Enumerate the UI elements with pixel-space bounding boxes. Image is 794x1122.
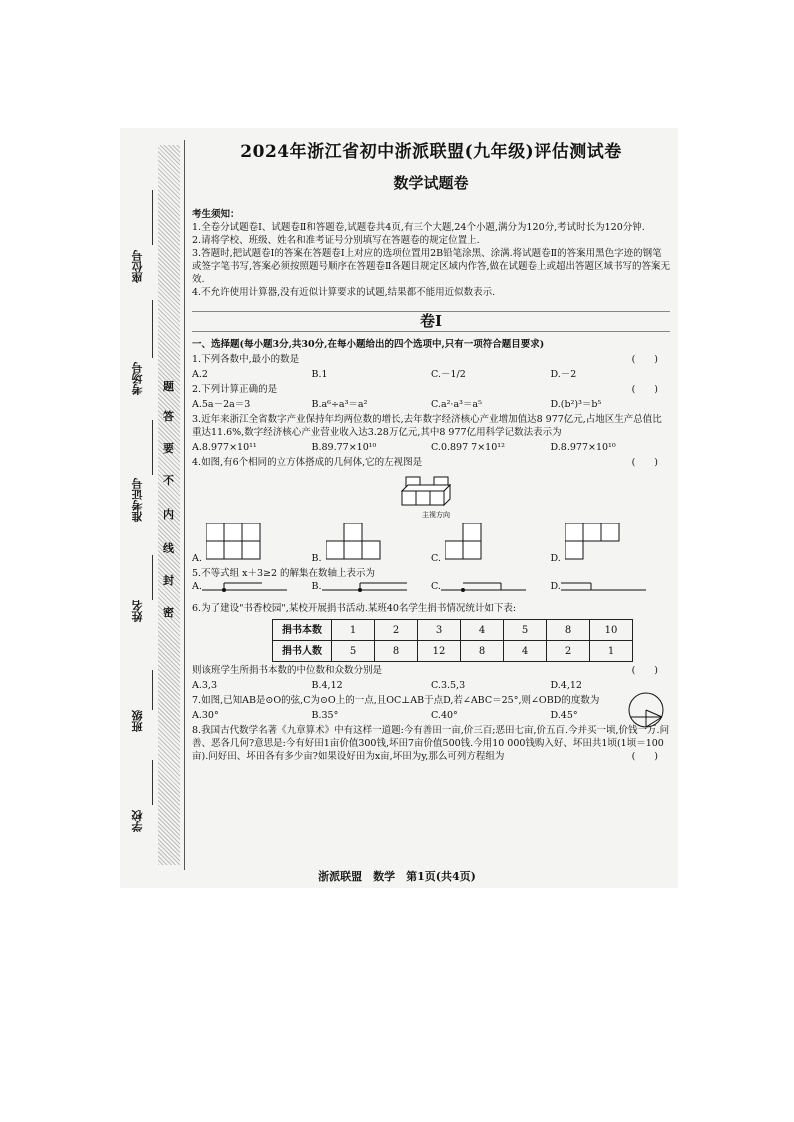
seal-char: 答 xyxy=(163,410,174,423)
label-room: 考场号 xyxy=(131,362,144,395)
seal-char: 封 xyxy=(163,574,174,587)
blank-class xyxy=(152,670,153,710)
notice-block xyxy=(192,208,670,299)
exam-subtitle: 数学试题卷 xyxy=(393,174,469,192)
notice-item: 1.全卷分试题卷Ⅰ、试题卷Ⅱ和答题卷,试题卷共4页,有三个大题,24个小题,满分为120分,考试时长为120分钟. xyxy=(192,222,645,233)
question xyxy=(192,602,670,692)
exam-content xyxy=(192,140,670,763)
seal-char: 题 xyxy=(163,380,174,393)
seal-line xyxy=(184,140,185,870)
label-seat: 座位号 xyxy=(131,250,144,283)
question-stem: 7.如图,已知AB是⊙O的弦,C为⊙O上的一点,且OC⊥AB于点D,若∠ABC＝25°,则∠OBD的度数为 xyxy=(192,695,600,706)
question xyxy=(192,413,670,454)
question-stem: 2.下列计算正确的是 xyxy=(192,384,278,395)
option: C.3.5,3 xyxy=(431,680,466,691)
option: B. xyxy=(311,581,322,592)
page-footer: 浙派联盟 数学 第1页(共4页) xyxy=(318,870,476,883)
table-cell: 5 xyxy=(332,641,375,662)
numberline-option-d xyxy=(551,580,671,600)
blank-room xyxy=(152,300,153,358)
question-stem-continued: 则该班学生所捐书本数的中位数和众数分别是 xyxy=(192,665,383,676)
question-stem: 3.近年来浙江全省数字产业保持年均两位数的增长,去年数字经济核心产业增加值达8 977亿元,占地区生产总值比重达11.6%,数字经济核心产业营业收入达3.28万亿元,其中8 977亿用科学记数法表示为 xyxy=(192,414,662,438)
option: A.3,3 xyxy=(192,680,217,691)
answer-paren: ( ) xyxy=(631,751,658,762)
option: A.30° xyxy=(192,710,219,721)
table-cell: 5 xyxy=(504,620,547,641)
view-option-c xyxy=(431,521,551,565)
exam-title: 2024年浙江省初中浙派联盟(九年级)评估测试卷 xyxy=(240,142,622,162)
part-heading: 卷Ⅰ xyxy=(192,311,670,332)
numberline-option-b xyxy=(312,580,432,600)
question-stem: 5.不等式组 x＋3≥2 的解集在数轴上表示为 xyxy=(192,568,376,579)
question-stem: 4.如图,有6个相同的立方体搭成的几何体,它的左视图是 xyxy=(192,457,423,468)
option: D. xyxy=(550,581,561,592)
fig-label: 主视方向 xyxy=(422,511,450,519)
notice-item: 4.不允许使用计算器,没有近似计算要求的试题,结果都不能用近似数表示. xyxy=(192,287,496,298)
option: D.(b²)³＝b⁵ xyxy=(550,399,602,410)
option: D.8.977×10¹⁰ xyxy=(550,442,616,453)
table-header-cell: 捐书人数 xyxy=(273,641,332,662)
seal-char: 内 xyxy=(163,508,174,521)
table-cell: 1 xyxy=(332,620,375,641)
table-cell: 1 xyxy=(590,641,633,662)
table-row xyxy=(273,620,633,641)
table-cell: 10 xyxy=(590,620,633,641)
option: C.40° xyxy=(431,710,458,721)
answer-paren: ( ) xyxy=(631,665,658,676)
blank-name xyxy=(152,555,153,600)
question-stem: 1.下列各数中,最小的数是 xyxy=(192,354,300,365)
notice-item: 3.答题时,把试题卷Ⅰ的答案在答题卷Ⅰ上对应的选项位置用2B铅笔涂黑、涂满.将试题卷Ⅱ的答案用黑色字迹的钢笔或签字笔书写,答案必须按照题号顺序在答题卷Ⅱ各题目规定区域内作答,做在试题卷上或超出答题区域书写的答案无效. xyxy=(192,248,670,285)
table-cell: 12 xyxy=(418,641,461,662)
numberline-option-a xyxy=(192,580,312,600)
option: C.－1/2 xyxy=(431,369,466,380)
option: D.4,12 xyxy=(550,680,582,691)
option: C. xyxy=(431,553,441,564)
view-option-b xyxy=(312,521,432,565)
blank-ticket xyxy=(152,420,153,475)
seal-char: 不 xyxy=(163,474,174,487)
question xyxy=(192,694,670,722)
table-cell: 8 xyxy=(375,641,418,662)
table-cell: 8 xyxy=(547,620,590,641)
option: B.35° xyxy=(311,710,339,721)
hatched-strip xyxy=(158,145,180,865)
table-cell: 4 xyxy=(504,641,547,662)
option: A. xyxy=(192,581,202,592)
option: B.a⁶÷a³＝a² xyxy=(311,399,368,410)
question xyxy=(192,567,670,600)
option: C.0.897 7×10¹² xyxy=(431,442,505,453)
numberline-option-c xyxy=(431,580,551,600)
option: A. xyxy=(192,553,202,564)
notice-item: 2.请将学校、班级、姓名和准考证号分别填写在答题卷的规定位置上. xyxy=(192,235,480,246)
option: A.2 xyxy=(192,369,208,380)
option: C.a²·a³＝a⁵ xyxy=(431,399,482,410)
cube-solid-figure xyxy=(392,469,502,519)
label-class: 班级 xyxy=(131,710,144,732)
seal-char: 密 xyxy=(163,606,174,619)
option: B. xyxy=(311,553,322,564)
label-school: 学校 xyxy=(131,810,144,832)
option: B.89.77×10¹⁰ xyxy=(311,442,377,453)
label-name: 姓名 xyxy=(131,600,144,622)
question xyxy=(192,456,670,565)
option: D.45° xyxy=(550,710,578,721)
option: B.4,12 xyxy=(311,680,343,691)
option: D.－2 xyxy=(550,369,577,380)
question xyxy=(192,383,670,411)
view-option-d xyxy=(551,521,671,565)
table-cell: 2 xyxy=(375,620,418,641)
table-cell: 4 xyxy=(461,620,504,641)
view-option-a xyxy=(192,521,312,565)
answer-paren: ( ) xyxy=(631,457,658,468)
blank-seat xyxy=(152,190,153,245)
option: C. xyxy=(431,581,441,592)
option: A.8.977×10¹¹ xyxy=(192,442,257,453)
question-stem: 6.为了建设"书香校园",某校开展捐书活动.某班40名学生捐书情况统计如下表: xyxy=(192,603,517,614)
section-heading: 一、选择题(每小题3分,共30分,在每小题给出的四个选项中,只有一项符合题目要求) xyxy=(192,339,545,350)
answer-paren: ( ) xyxy=(631,384,658,395)
question xyxy=(192,724,670,763)
table-row xyxy=(273,641,633,662)
question xyxy=(192,353,670,381)
notice-heading: 考生须知： xyxy=(192,209,240,220)
table-header-cell: 捐书本数 xyxy=(273,620,332,641)
seal-char: 要 xyxy=(163,442,174,455)
seal-char: 线 xyxy=(163,542,174,555)
option: B.1 xyxy=(311,369,328,380)
option: D. xyxy=(550,553,561,564)
option: A.5a－2a＝3 xyxy=(192,399,251,410)
answer-paren: ( ) xyxy=(631,354,658,365)
blank-school xyxy=(152,760,153,805)
table-cell: 8 xyxy=(461,641,504,662)
question-stem: 8.我国古代数学名著《九章算术》中有这样一道题:今有善田一亩,价三百;恶田七亩,价五百.今并买一顷,价钱一万.问善、恶各几何?意思是:今有好田1亩价值300钱,坏田7亩价值500钱.今用10 000钱购入好、坏田共1顷(1顷＝100亩).问好田、坏田各有多少亩?如果设好田为x亩,坏田为y,那么可列方程组为 xyxy=(192,725,670,762)
table-cell: 3 xyxy=(418,620,461,641)
table-cell: 2 xyxy=(547,641,590,662)
label-ticket: 准考证号 xyxy=(131,478,144,522)
donation-table xyxy=(272,619,633,662)
